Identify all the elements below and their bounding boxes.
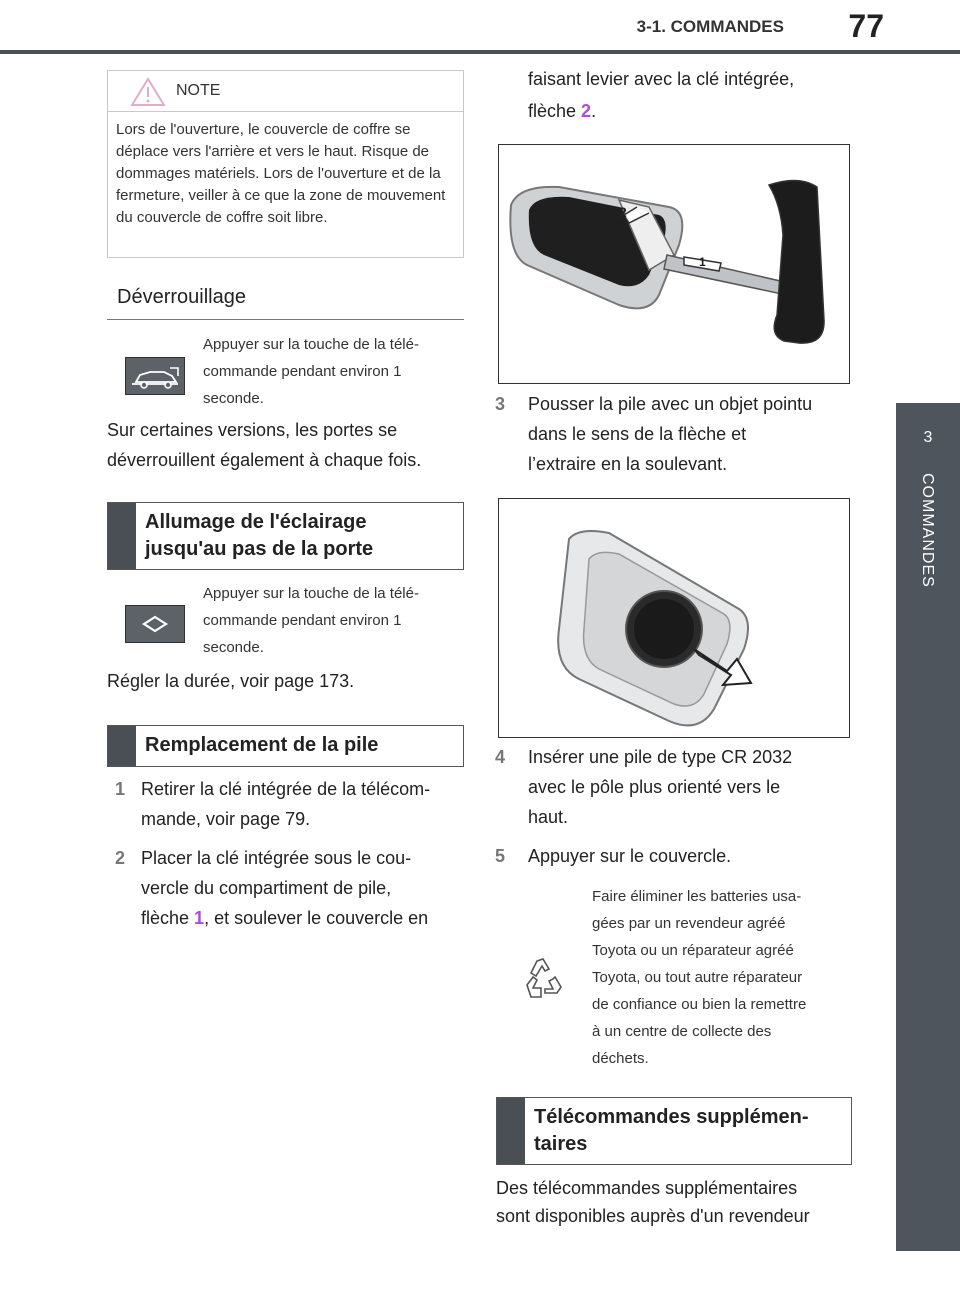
- step-number: [115, 843, 125, 873]
- recycle-line: de confiance ou bien la remettre: [592, 996, 807, 1013]
- step-text: flèche: [141, 908, 195, 928]
- chapter-number: 3: [923, 429, 933, 446]
- remotes-body: [496, 1174, 856, 1230]
- step-1-text: [141, 774, 471, 834]
- step-number: [495, 841, 505, 871]
- remotes-heading-line: taires: [534, 1133, 588, 1155]
- unlock-body-line: déverrouillent également à chaque fois.: [107, 450, 422, 470]
- step-line: avec le pôle plus orienté vers le: [528, 777, 781, 797]
- recycle-line: Faire éliminer les batteries usa-: [592, 888, 802, 905]
- warning-triangle-icon: [130, 77, 166, 107]
- step-line: l’extraire en la soulevant.: [528, 454, 728, 474]
- heading-bar: [108, 503, 136, 569]
- step-line: haut.: [528, 807, 569, 827]
- step-line: [528, 96, 868, 126]
- arrow-ref-2: 2: [581, 101, 592, 121]
- lighting-heading-line: jusqu'au pas de la porte: [145, 538, 374, 560]
- step-text: .: [591, 101, 597, 121]
- unlock-heading: [107, 276, 464, 320]
- section-title: 3-1. COMMANDES: [636, 17, 784, 36]
- step-line: [141, 903, 481, 933]
- diamond-light-icon: [125, 605, 185, 643]
- step-line: faisant levier avec la clé intégrée,: [528, 69, 795, 89]
- note-title: NOTE: [176, 82, 221, 99]
- diamond-light-glyph: [126, 606, 184, 642]
- unlock-instruction-line: seconde.: [203, 390, 264, 407]
- step-text: , et soulever le couvercle en: [204, 908, 429, 928]
- step-5-text: [528, 841, 868, 871]
- battery-heading: [107, 725, 464, 767]
- arrow-ref-1: 1: [194, 908, 205, 928]
- heading-bar: [108, 726, 136, 766]
- car-trunk-icon: [125, 357, 185, 395]
- page-number: 77: [848, 8, 884, 44]
- chapter-label-wrap: [896, 473, 960, 673]
- lighting-body: Régler la durée, voir page 173.: [107, 671, 355, 691]
- unlock-body-line: Sur certaines versions, les portes se: [107, 420, 398, 440]
- step-2-text: [141, 843, 481, 933]
- step-line: Appuyer sur le couvercle.: [528, 846, 732, 866]
- lighting-instruction-line: seconde.: [203, 639, 264, 656]
- step-line: Placer la clé intégrée sous le cou-: [141, 848, 412, 868]
- unlock-instruction-line: commande pendant environ 1: [203, 363, 402, 380]
- battery-compartment-illustration: [499, 499, 849, 737]
- note-box: [107, 70, 464, 258]
- step-line: Insérer une pile de type CR 2032: [528, 747, 793, 767]
- heading-bar: [497, 1098, 525, 1164]
- step-number-3: 3: [495, 394, 506, 414]
- remotes-body-line: sont disponibles auprès d'un revendeur: [496, 1206, 810, 1226]
- recycle-icon: [519, 955, 567, 1003]
- step-3-text: [528, 389, 868, 479]
- step-text: flèche: [528, 101, 582, 121]
- step-4-text: [528, 742, 868, 832]
- step-number: [495, 742, 505, 772]
- step-number-5: 5: [495, 846, 506, 866]
- step-number-2: 2: [115, 848, 126, 868]
- unlock-body: [107, 415, 421, 475]
- battery-heading-text: Remplacement de la pile: [145, 734, 379, 756]
- remotes-heading-line: Télécommandes supplémen-: [534, 1106, 809, 1128]
- step-number-4: 4: [495, 747, 506, 767]
- step-line: dans le sens de la flèche et: [528, 424, 747, 444]
- recycle-text: [592, 883, 862, 1072]
- step-number: [115, 774, 125, 804]
- lighting-instruction-line: Appuyer sur la touche de la télé-: [203, 585, 419, 602]
- unlock-heading-text: Déverrouillage: [117, 286, 246, 308]
- step-line: vercle du compartiment de pile,: [141, 878, 392, 898]
- remotes-body-line: Des télécommandes supplémentaires: [496, 1178, 798, 1198]
- step-line: mande, voir page 79.: [141, 809, 311, 829]
- remotes-heading: [496, 1097, 852, 1165]
- recycle-line: Toyota, ou tout autre réparateur: [592, 969, 803, 986]
- battery-compartment-figure: [498, 498, 850, 738]
- key-blade-figure: [498, 144, 850, 384]
- chapter-label: COMMANDES: [919, 473, 936, 588]
- note-header: [108, 71, 463, 112]
- recycle-line: déchets.: [592, 1050, 649, 1067]
- step-2-continued: [528, 64, 868, 126]
- step-number: [495, 389, 505, 419]
- lighting-heading: [107, 502, 464, 570]
- step-line: Retirer la clé intégrée de la télécom-: [141, 779, 431, 799]
- figure-callout-2: 2: [619, 204, 627, 220]
- note-text: Lors de l'ouverture, le couvercle de coffre se déplace vers l'arrière et vers le haut. Risque de dommages matériels. Lors de l'ouverture et de la fermeture, veiller à ce que la zone de mouvement du couvercle de coffre soit libre.: [116, 121, 446, 226]
- lighting-heading-line: Allumage de l'éclairage: [145, 511, 367, 533]
- recycle-line: Toyota ou un réparateur agréé: [592, 942, 794, 959]
- recycle-line: à un centre de collecte des: [592, 1023, 772, 1040]
- car-trunk-glyph: [126, 358, 184, 394]
- key-blade-illustration: [499, 145, 849, 383]
- lighting-instruction-line: commande pendant environ 1: [203, 612, 402, 629]
- lighting-instruction: [203, 580, 419, 661]
- figure-callout-1: 1: [699, 255, 706, 269]
- unlock-instruction-line: Appuyer sur la touche de la télé-: [203, 336, 419, 353]
- step-number-1: 1: [115, 779, 126, 799]
- recycle-line: gées par un revendeur agréé: [592, 915, 786, 932]
- chapter-side-tab: [896, 403, 960, 1251]
- header-rule: [0, 50, 960, 54]
- step-line: Pousser la pile avec un objet pointu: [528, 394, 813, 414]
- unlock-instruction: [203, 331, 419, 412]
